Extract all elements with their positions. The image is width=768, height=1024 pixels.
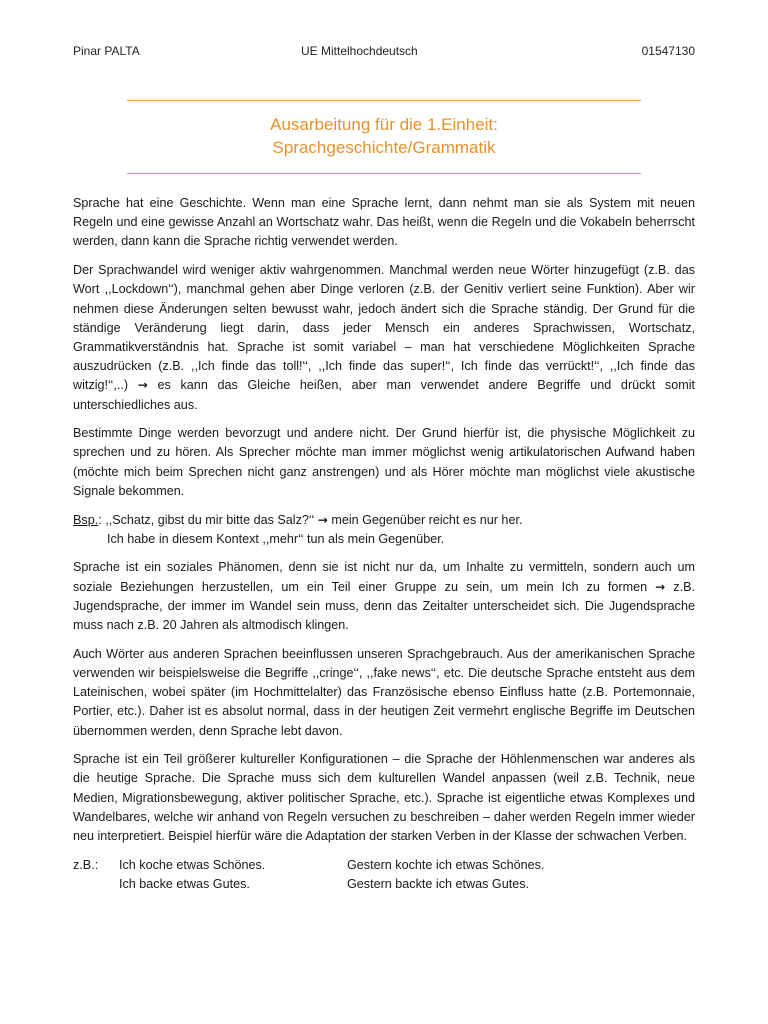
- paragraph-language-change-main: Der Sprachwandel wird weniger aktiv wahrgenommen. Manchmal werden neue Wörter hinzugefügt (z.B. das Wort ,,Lockdown‘‘), manchmal gehen aber Dinge verloren (z.B. der Genitiv verliert seine Funktion). Aber wir nehmen diese Änderungen selten bewusst wahr, jedoch ändert sich die Sprache ständig. Der Grund für die ständige Veränderung liegt darin, dass jeder Mensch ein anderes Sprachwissen, Wortschatz, Grammatikverständnis hat. Sprache ist somit variabel – man hat verschiedene Möglichkeiten Sprache auszudrücken (z.B. ,,Ich finde das toll!‘‘, ,,Ich finde das super!‘‘, Ich finde das verrückt!‘‘, ,,Ich finde das witzig!‘‘,..): [73, 263, 695, 393]
- arrow-right-icon: →: [137, 378, 148, 393]
- arrow-right-icon: →: [655, 579, 666, 594]
- verb-row2-spacer: [73, 875, 119, 894]
- student-id: 01547130: [641, 44, 695, 58]
- paragraph-language-change: [73, 261, 695, 415]
- title-rule-bottom: [127, 173, 641, 174]
- example-result: mein Gegenüber reicht es nur her.: [327, 512, 523, 527]
- example-explanation: Ich habe in diesem Kontext ,,mehr‘‘ tun als mein Gegenüber.: [107, 531, 445, 546]
- verb-row1-past: Gestern kochte ich etwas Schönes.: [347, 857, 545, 872]
- verb-examples-table: [73, 856, 695, 894]
- verb-row1-present: Ich koche etwas Schönes.: [119, 857, 266, 872]
- author-name: Pinar PALTA: [73, 44, 140, 58]
- example-label: Bsp.: [73, 512, 99, 527]
- arrow-right-icon: →: [317, 512, 328, 527]
- paragraph-language-change-tail: es kann das Gleiche heißen, aber man verwendet andere Begriffe und drückt somit unterschiedliches aus.: [73, 378, 696, 412]
- example-block: [73, 511, 695, 549]
- paragraph-social-phenomenon: [73, 558, 695, 635]
- paragraph-cultural-configuration: Sprache ist ein Teil größerer kultureller Konfigurationen – die Sprache der Höhlenmenschen war anderes als die heutige Sprache. Die Sprache muss sich dem kulturellen Wandel anpassen (weil z.B. Technik, neue Medien, Migrationsbewegung, aktiver politischer Sprache, etc.). Sprache ist eigentliche etwas Komplexes und Wandelbares, welche wir anhand von Regeln versuchen zu beschreiben – daher werden Regeln immer wieder neu interpretiert. Beispiel hierfür wäre die Adaptation der starken Verben in der Klasse der schwachen Verben.: [73, 752, 695, 844]
- paragraph-social-tail: z.B. Jugendsprache, der immer im Wandel sein muss, denn das Zeitalter unterscheidet sich. Die Jugendsprache muss nach z.B. 20 Jahren als altmodisch klingen.: [73, 579, 695, 633]
- title-line-1: Ausarbeitung für die 1.Einheit:: [270, 115, 498, 134]
- title-line-2: Sprachgeschichte/Grammatik: [272, 138, 496, 157]
- paragraph-social-main: Sprache ist ein soziales Phänomen, denn sie ist nicht nur da, um Inhalte zu vermitteln, sondern auch um soziale Beziehungen herzustellen, um ein Teil einer Gruppe zu sein, um mein Ich zu formen: [73, 560, 695, 594]
- paragraph-articulation: Bestimmte Dinge werden bevorzugt und andere nicht. Der Grund hierfür ist, die physische Möglichkeit zu sprechen und zu hören. Als Sprecher möchte man immer möglichst wenig artikulatorischen Aufwand haben (möchte mich beim Sprechen nicht ganz anstrengen) und als Hörer möchte man möglichst viele akustische Signale bekommen.: [73, 426, 695, 498]
- verb-examples-label: z.B.:: [73, 857, 99, 872]
- paragraph-language-history: Sprache hat eine Geschichte. Wenn man eine Sprache lernt, dann nehmt man sie als System mit neuen Regeln und eine gewisse Anzahl an Wortschatz wahr. Das heißt, wenn die Regeln und die Vokabeln beherrscht werden, dann kann die Sprache richtig verwendet werden.: [73, 196, 695, 249]
- course-name: UE Mittelhochdeutsch: [301, 44, 418, 58]
- example-quote: : ,,Schatz, gibst du mir bitte das Salz?‘‘: [98, 512, 315, 527]
- paragraph-foreign-words: Auch Wörter aus anderen Sprachen beeinflussen unseren Sprachgebrauch. Aus der amerikanischen Sprache verwenden wir beispielsweise die Begriffe ,,cringe‘‘, ,,fake news‘‘, etc. Die deutsche Sprache entsteht aus dem Lateinischen, wobei später (im Hochmittelalter) das Französische ebenso Einfluss hatte (z.B. Portemonnaie, Portier, etc.). Daher ist es absolut normal, dass in der heutigen Zeit vermehrt englische Begriffe im Deutschen übernommen werden, denn Sprache lebt davon.: [73, 646, 695, 738]
- page-header: [73, 43, 695, 59]
- title-rule-top: [127, 100, 641, 101]
- document-title: [127, 113, 641, 159]
- verb-row2-present: Ich backe etwas Gutes.: [119, 877, 250, 891]
- verb-row2-past: Gestern backte ich etwas Gutes.: [347, 877, 529, 891]
- document-body: [73, 194, 695, 894]
